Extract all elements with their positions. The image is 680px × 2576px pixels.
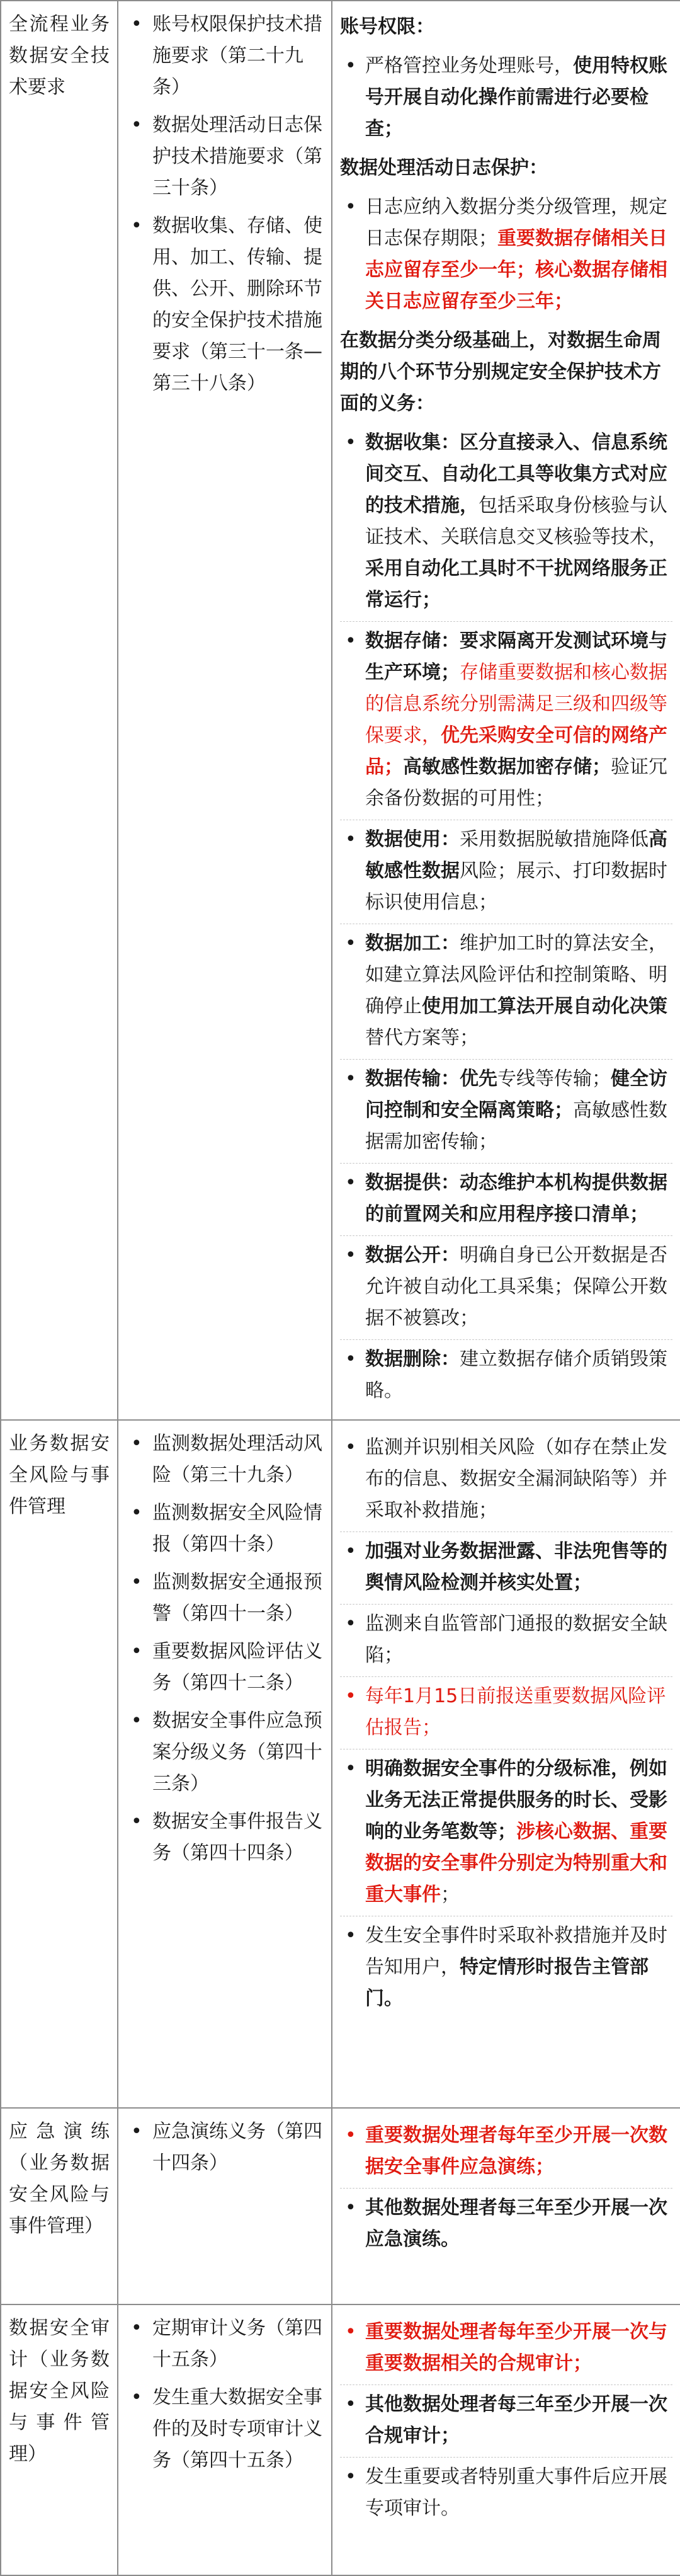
detail-item: • 每年1月15日前报送重要数据风险评估报告； xyxy=(340,1677,672,1749)
table-row xyxy=(1,2304,680,2575)
details-cell xyxy=(332,1,680,1420)
detail-item: • 加强对业务数据泄露、非法兜售等的舆情风险检测并核实处置； xyxy=(340,1532,672,1605)
detail-item: • 数据使用：采用数据脱敏措施降低高敏感性数据风险；展示、打印数据时标识使用信息； xyxy=(340,820,672,924)
category-cell: 数据安全审计（业务数据安全风险与事件管理） xyxy=(1,2304,118,2575)
clauses-cell xyxy=(118,1420,332,2108)
table-row xyxy=(1,2108,680,2304)
clause-item: • 数据安全事件应急预案分级义务（第四十三条） xyxy=(126,1705,324,1800)
clause-item: • 数据安全事件报告义务（第四十四条） xyxy=(126,1806,324,1869)
section-heading: 数据处理活动日志保护： xyxy=(340,157,548,179)
detail-item: • 数据公开：明确自身已公开数据是否允许被自动化工具采集；保障公开数据不被篡改； xyxy=(340,1236,672,1340)
detail-item: • 其他数据处理者每三年至少开展一次应急演练。 xyxy=(340,2189,672,2260)
clause-item: • 监测数据安全风险情报（第四十条） xyxy=(126,1497,324,1560)
category-cell: 业务数据安全风险与事件管理 xyxy=(1,1420,118,2108)
section-heading: 账号权限： xyxy=(340,16,434,38)
section-heading: 在数据分类分级基础上，对数据生命周期的八个环节分别规定安全保护技术方面的义务： xyxy=(340,329,661,415)
detail-item: • 日志应纳入数据分类分级管理，规定日志保存期限；重要数据存储相关日志应留存至少一年；核心数据存储相关日志应留存至少三年； xyxy=(340,188,672,323)
category-cell: 应急演练（业务数据安全风险与事件管理） xyxy=(1,2108,118,2304)
detail-item: • 数据加工：维护加工时的算法安全，如建立算法风险评估和控制策略、明确停止使用加工算法开展自动化决策替代方案等； xyxy=(340,924,672,1060)
detail-item: • 数据传输：优先专线等传输；健全访问控制和安全隔离策略；高敏感性数据需加密传输； xyxy=(340,1060,672,1164)
detail-item: • 明确数据安全事件的分级标准，例如业务无法正常提供服务的时长、受影响的业务笔数等；涉核心数据、重要数据的安全事件分别定为特别重大和重大事件； xyxy=(340,1749,672,1916)
detail-item: • 严格管控业务处理账号，使用特权账号开展自动化操作前需进行必要检查； xyxy=(340,47,672,150)
clauses-cell xyxy=(118,2108,332,2304)
table-row xyxy=(1,1,680,1420)
table-row xyxy=(1,1420,680,2108)
clause-item: • 发生重大数据安全事件的及时专项审计义务（第四十五条） xyxy=(126,2382,324,2476)
detail-item: • 发生重要或者特别重大事件后应开展专项审计。 xyxy=(340,2458,672,2529)
detail-item: • 监测来自监管部门通报的数据安全缺陷； xyxy=(340,1605,672,1677)
detail-item: • 重要数据处理者每年至少开展一次与重要数据相关的合规审计； xyxy=(340,2313,672,2385)
clause-item: • 监测数据安全通报预警（第四十一条） xyxy=(126,1567,324,1630)
clause-item: • 定期审计义务（第四十五条） xyxy=(126,2313,324,2376)
category-cell: 全流程业务数据安全技术要求 xyxy=(1,1,118,1420)
clause-item: • 账号权限保护技术措施要求（第二十九条） xyxy=(126,9,324,103)
details-cell xyxy=(332,1420,680,2108)
clause-item: • 数据收集、存储、使用、加工、传输、提供、公开、删除环节的安全保护技术措施要求（第三十一条—第三十八条） xyxy=(126,210,324,399)
clauses-cell xyxy=(118,2304,332,2575)
detail-item: • 重要数据处理者每年至少开展一次数据安全事件应急演练； xyxy=(340,2116,672,2189)
detail-item: • 其他数据处理者每三年至少开展一次合规审计； xyxy=(340,2385,672,2458)
detail-item: • 数据删除：建立数据存储介质销毁策略。 xyxy=(340,1340,672,1412)
clause-item: • 数据处理活动日志保护技术措施要求（第三十条） xyxy=(126,110,324,204)
clauses-cell xyxy=(118,1,332,1420)
detail-item: • 发生安全事件时采取补救措施并及时告知用户，特定情形时报告主管部门。 xyxy=(340,1916,672,2020)
details-cell xyxy=(332,2108,680,2304)
clause-item: • 重要数据风险评估义务（第四十二条） xyxy=(126,1636,324,1699)
detail-item: • 监测并识别相关风险（如存在禁止发布的信息、数据安全漏洞缺陷等）并采取补救措施； xyxy=(340,1428,672,1532)
detail-item: • 数据收集：区分直接录入、信息系统间交互、自动化工具等收集方式对应的技术措施，包括采取身份核验与认证技术、关联信息交叉核验等技术，采用自动化工具时不干扰网络服务正常运行； xyxy=(340,423,672,622)
detail-item: • 数据存储：要求隔离开发测试环境与生产环境；存储重要数据和核心数据的信息系统分别需满足三级和四级等保要求，优先采购安全可信的网络产品；高敏感性数据加密存储；验证冗余备份数据的可用性； xyxy=(340,622,672,820)
detail-item: • 数据提供：动态维护本机构提供数据的前置网关和应用程序接口清单； xyxy=(340,1164,672,1236)
details-cell xyxy=(332,2304,680,2575)
clause-item: • 应急演练义务（第四十四条） xyxy=(126,2116,324,2179)
clause-item: • 监测数据处理活动风险（第三十九条） xyxy=(126,1428,324,1491)
